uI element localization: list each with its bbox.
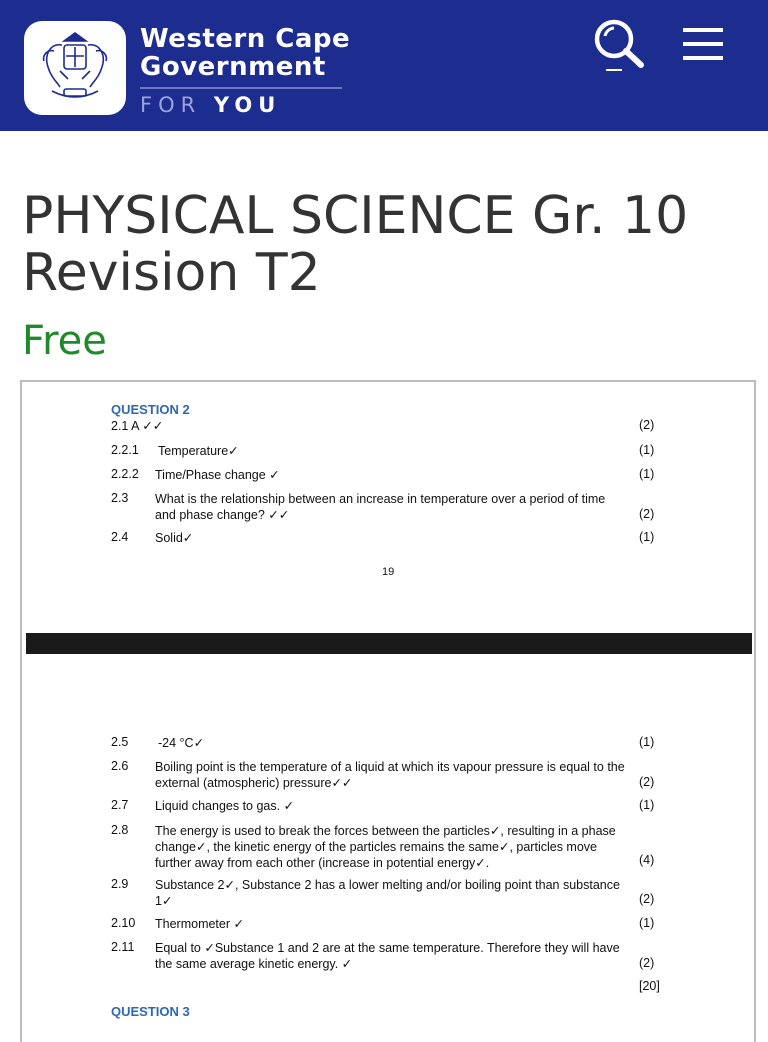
- answer-marks: (4): [639, 853, 655, 867]
- answer-text: -24 °C✓: [158, 736, 205, 750]
- answer-text: Substance 2✓, Substance 2 has a lower melting and/or boiling point than substance 1✓: [155, 878, 620, 908]
- site-header: [0, 0, 768, 131]
- answer-number: 2.11: [111, 940, 135, 954]
- brand-name-line2: Government: [140, 52, 326, 82]
- answer-text: What is the relationship between an increase in temperature over a period of time and phase change? ✓✓: [155, 492, 606, 522]
- answer-marks: (2): [639, 418, 655, 432]
- answer-number: 2.4: [111, 530, 129, 544]
- answer-marks: (1): [639, 916, 655, 930]
- document-preview[interactable]: [20, 380, 756, 1042]
- answer-number: 2.8: [111, 823, 129, 837]
- search-button[interactable]: [588, 14, 650, 72]
- brand-divider: [140, 87, 342, 89]
- answer-marks: (1): [639, 467, 655, 481]
- answer-marks: (2): [639, 956, 655, 970]
- answer-text: The energy is used to break the forces between the particles✓, resulting in a phase change✓, the kinetic energy of the particles remains the same✓, particles move further away from each other (increase in potential energy✓.: [155, 824, 616, 870]
- answer-marks: (1): [639, 798, 655, 812]
- answer-marks: (2): [639, 775, 655, 789]
- answer-marks: (2): [639, 507, 655, 521]
- question-total: [20]: [639, 979, 660, 993]
- search-icon: [588, 14, 650, 72]
- answer-number: 2.1 A ✓✓: [111, 419, 164, 433]
- tagline-you: YOU: [213, 93, 282, 117]
- answer-number: 2.2.1: [111, 443, 139, 457]
- answer-number: 2.10: [111, 916, 136, 930]
- answer-marks: (1): [639, 735, 655, 749]
- hamburger-menu-icon: [678, 22, 728, 66]
- answer-number: 2.2.2: [111, 467, 139, 481]
- answer-text: Solid✓: [155, 531, 194, 545]
- page-separator: [26, 633, 752, 654]
- price-label: Free: [22, 318, 107, 364]
- tagline-for: FOR: [140, 93, 202, 117]
- answer-number: 2.3: [111, 491, 129, 505]
- answer-number: 2.6: [111, 759, 129, 773]
- question-heading: QUESTION 3: [111, 1004, 190, 1019]
- page-number: 19: [382, 566, 395, 578]
- page-title: PHYSICAL SCIENCE Gr. 10 Revision T2: [22, 186, 689, 303]
- answer-text: Time/Phase change ✓: [155, 468, 280, 482]
- brand-name-line1: Western Cape: [140, 24, 351, 54]
- answer-number: 2.7: [111, 798, 129, 812]
- answer-marks: (2): [639, 892, 655, 906]
- coat-of-arms-icon: [24, 21, 126, 115]
- brand-tagline: [140, 93, 281, 117]
- answer-text: Temperature✓: [158, 444, 239, 458]
- answer-text: Boiling point is the temperature of a liquid at which its vapour pressure is equal to the external (atmospheric) pressure✓✓: [155, 760, 625, 790]
- question-heading: QUESTION 2: [111, 402, 190, 417]
- answer-text: Liquid changes to gas. ✓: [155, 799, 295, 813]
- answer-marks: (1): [639, 443, 655, 457]
- answer-number: 2.5: [111, 735, 129, 749]
- answer-marks: (1): [639, 530, 655, 544]
- answer-text: Thermometer ✓: [155, 917, 244, 931]
- coat-of-arms-logo[interactable]: [24, 21, 126, 115]
- answer-number: 2.9: [111, 877, 129, 891]
- menu-button[interactable]: [678, 22, 728, 66]
- answer-text: Equal to ✓Substance 1 and 2 are at the same temperature. Therefore they will have the same average kinetic energy. ✓: [155, 941, 620, 971]
